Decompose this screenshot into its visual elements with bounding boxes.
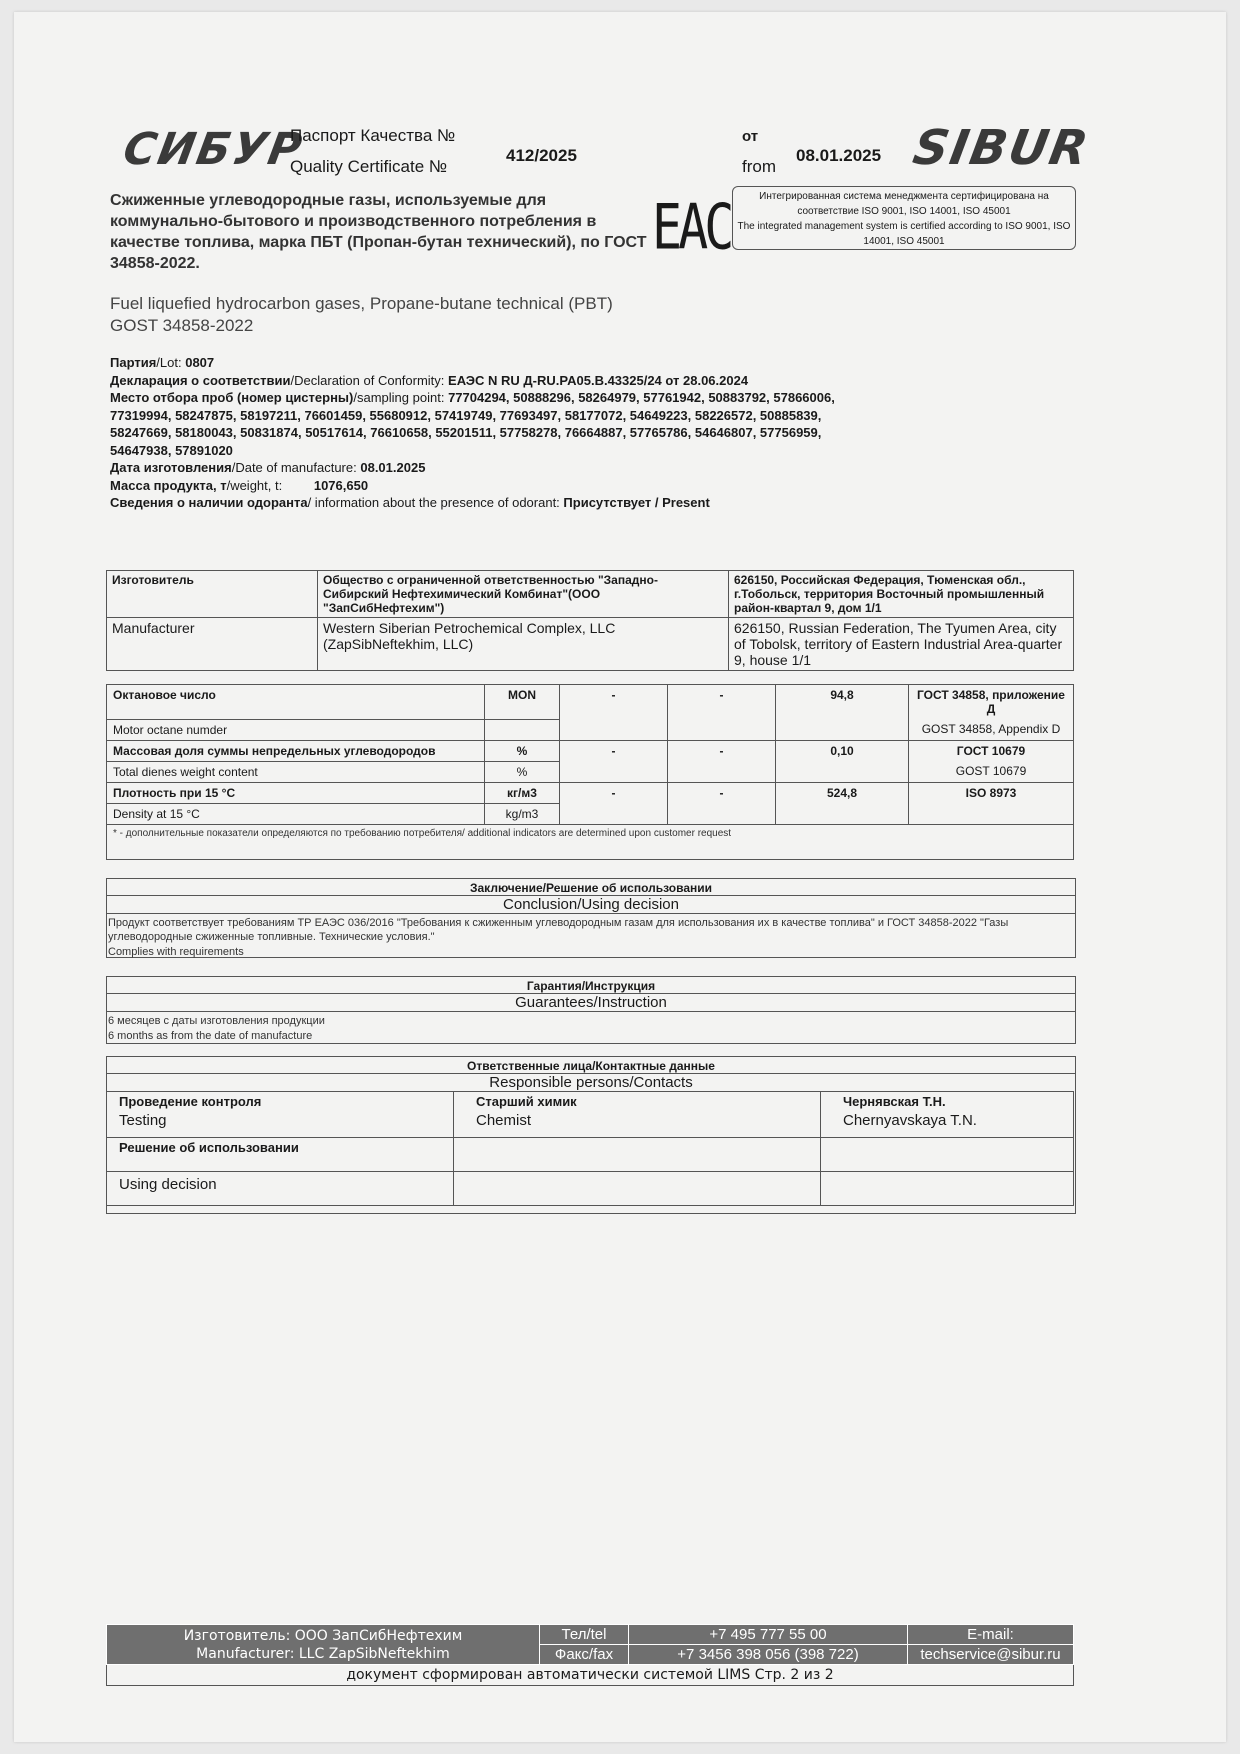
manufacturer-name-ru: Общество с ограниченной ответственностью "Западно-Сибирский Нефтехимический Комбинат"(ООО "ЗапСибНефтехим"): [318, 571, 729, 618]
param-unit-ru: MON: [485, 685, 560, 720]
param-row: [107, 740, 1074, 761]
product-title-en: Fuel liquefied hydrocarbon gases, Propane-butane technical (PBT): [110, 294, 613, 313]
responsible-title-en: Responsible persons/Contacts: [107, 1073, 1075, 1091]
responsible-section: [106, 1056, 1076, 1214]
conclusion-title-en: Conclusion/Using decision: [107, 895, 1075, 914]
footer-email-value: techservice@sibur.ru: [908, 1645, 1074, 1665]
chemist-name-en: Chernyavskaya T.N.: [843, 1112, 977, 1129]
weight-line: Масса продукта, т/weight, t: 1076,650: [110, 477, 369, 493]
param-unit-ru: %: [485, 740, 560, 761]
footer-fax-label: Факс/fax: [540, 1645, 629, 1665]
param-col2: -: [668, 782, 776, 824]
manufacture-date-line: Дата изготовления/Date of manufacture: 08.01.2025: [110, 460, 426, 475]
param-value: 524,8: [776, 782, 909, 824]
param-unit-en: %: [485, 761, 560, 782]
date-label-ru: от: [742, 128, 759, 145]
conclusion-section: [106, 878, 1076, 958]
footer-fax-value: +7 3456 398 056 (398 722): [629, 1645, 908, 1665]
params-note: * - дополнительные показатели определяются по требованию потребителя/ additional indicators are determined upon customer request: [107, 824, 1074, 859]
footer-lims-note: документ сформирован автоматически системой LIMS Стр. 2 из 2: [106, 1665, 1074, 1686]
date-label-en: from: [742, 157, 776, 176]
footer-tel-value: +7 495 777 55 00: [629, 1625, 908, 1645]
footer-tel-label: Тел/tel: [540, 1625, 629, 1645]
param-unit-en: kg/m3: [485, 803, 560, 824]
product-gost: GOST 34858-2022: [110, 316, 254, 335]
sibur-logo-en: SIBUR: [909, 120, 1094, 176]
decision-name-cell: [821, 1138, 1074, 1172]
conclusion-text-en: Complies with requirements: [108, 946, 244, 958]
sampling-tanks-2: 77319994, 58247875, 58197211, 76601459, 55680912, 57419749, 77693497, 58177072, 54649223, 58226572, 50885839,: [110, 407, 822, 423]
param-method-en: [909, 803, 1074, 824]
manufacturer-name-en: Western Siberian Petrochemical Complex, LLC (ZapSibNeftekhim, LLC): [318, 618, 729, 671]
sampling-tanks-4: 54647938, 57891020: [110, 442, 233, 458]
iso-text-ru: Интегрированная система менеджмента сертифицирована на соответствие ISO 9001, ISO 14001, ISO 45001: [759, 191, 1049, 217]
conclusion-title-ru: Заключение/Решение об использовании: [469, 881, 712, 895]
param-col2: -: [668, 740, 776, 782]
conclusion-text-ru: Продукт соответствует требованиям ТР ЕАЭС 036/2016 "Требования к сжиженным углеводородным газам для использования их в качестве топлива" и ГОСТ 34858-2022 "Газы углеводородные сжиженные топливные. Технические условия.": [108, 917, 1009, 943]
footer-email-label: E-mail:: [908, 1625, 1074, 1645]
param-name-ru: Массовая доля суммы непредельных углеводородов: [107, 740, 485, 761]
manufacturer-table: [106, 570, 1074, 671]
iso-text-en: The integrated management system is certified according to ISO 9001, ISO 14001, ISO 45001: [737, 221, 1071, 247]
param-row: [107, 782, 1074, 803]
iso-certification-box: [732, 186, 1076, 250]
param-name-ru: Октановое число: [107, 685, 485, 720]
chemist-role-en: Chemist: [476, 1112, 532, 1129]
param-name-ru: Плотность при 15 °С: [107, 782, 485, 803]
footer: [106, 1624, 1074, 1686]
certificate-page: [14, 12, 1226, 1742]
param-col1: -: [560, 782, 668, 824]
param-name-en: Density at 15 °C: [107, 803, 485, 824]
responsible-title-ru: Ответственные лица/Контактные данные: [467, 1059, 715, 1073]
declaration-line: Декларация о соответствии/Declaration of Conformity: ЕАЭС N RU Д-RU.PA05.B.43325/24 от 28.06.2024: [110, 372, 749, 388]
param-row: [107, 685, 1074, 720]
sibur-logo-ru: СИБУР: [119, 124, 308, 175]
manufacturer-label-ru: Изготовитель: [107, 571, 318, 618]
decision-role-cell: [454, 1138, 821, 1172]
footer-contacts: [106, 1624, 1074, 1665]
testing-label-en: Testing: [119, 1112, 167, 1129]
guarantee-title-ru: Гарантия/Инструкция: [526, 979, 656, 993]
product-title-ru: Сжиженные углеводородные газы, используемые для коммунально-бытового и производственного потребления в качестве топлива, марка ПБТ (Пропан-бутан технический), по ГОСТ 34858-2022.: [110, 192, 647, 272]
eac-mark: EAC: [652, 190, 731, 264]
param-method-en: GOST 34858, Appendix D: [909, 719, 1074, 740]
param-method-ru: ГОСТ 34858, приложение Д: [909, 685, 1074, 720]
param-method-ru: ISO 8973: [909, 782, 1074, 803]
cert-label-ru: Паспорт Качества №: [290, 126, 456, 145]
guarantee-text-ru: 6 месяцев с даты изготовления продукции: [108, 1015, 325, 1027]
param-col2: -: [668, 685, 776, 741]
manufacturer-label-en: Manufacturer: [107, 618, 318, 671]
param-name-en: Total dienes weight content: [107, 761, 485, 782]
param-unit-ru: кг/м3: [485, 782, 560, 803]
lot-line: Партия/Lot: 0807: [110, 355, 215, 370]
footer-manufacturer-en: Manufacturer: LLC ZapSibNeftekhim: [196, 1645, 450, 1662]
manufacturer-address-en: 626150, Russian Federation, The Tyumen Area, city of Tobolsk, territory of Eastern Industrial Area-quarter 9, house 1/1: [729, 618, 1074, 671]
guarantee-text-en: 6 months as from the date of manufacture: [108, 1030, 313, 1042]
odorant-line: Сведения о наличии одоранта/ information about the presence of odorant: Присутствует / Present: [110, 495, 710, 510]
parameters-table: [106, 684, 1074, 860]
param-name-en: Motor octane numder: [107, 719, 485, 740]
cert-date: 08.01.2025: [796, 146, 882, 165]
cert-label-en: Quality Certificate №: [290, 157, 448, 176]
footer-manufacturer-ru: Изготовитель: ООО ЗапСибНефтехим: [183, 1627, 463, 1644]
testing-label-ru: Проведение контроля: [119, 1094, 262, 1109]
param-col1: -: [560, 740, 668, 782]
param-method-ru: ГОСТ 10679: [909, 740, 1074, 761]
chemist-role-ru: Старший химик: [476, 1094, 577, 1109]
cert-number: 412/2025: [506, 146, 577, 165]
param-col1: -: [560, 685, 668, 741]
param-method-en: GOST 10679: [909, 761, 1074, 782]
responsible-table: [106, 1091, 1074, 1206]
decision-label-en: Using decision: [107, 1172, 454, 1206]
manufacturer-address-ru: 626150, Российская Федерация, Тюменская обл., г.Тобольск, территория Восточный промышленный район-квартал 9, дом 1/1: [729, 571, 1074, 618]
info-block: [110, 354, 1110, 512]
sampling-line: Место отбора проб (номер цистерны)/sampling point: 77704294, 50888296, 58264979, 57761942, 50883792, 57866006,: [110, 390, 835, 405]
param-value: 94,8: [776, 685, 909, 741]
guarantee-section: [106, 976, 1076, 1044]
param-unit-en: [485, 719, 560, 740]
decision-label-ru: Решение об использовании: [119, 1140, 299, 1155]
param-value: 0,10: [776, 740, 909, 782]
guarantee-title-en: Guarantees/Instruction: [107, 993, 1075, 1012]
sampling-tanks-3: 58247669, 58180043, 50831874, 50517614, 76610658, 55201511, 57758278, 76664887, 57765786, 54646807, 57756959,: [110, 425, 822, 440]
chemist-name-ru: Чернявская Т.Н.: [843, 1094, 946, 1109]
